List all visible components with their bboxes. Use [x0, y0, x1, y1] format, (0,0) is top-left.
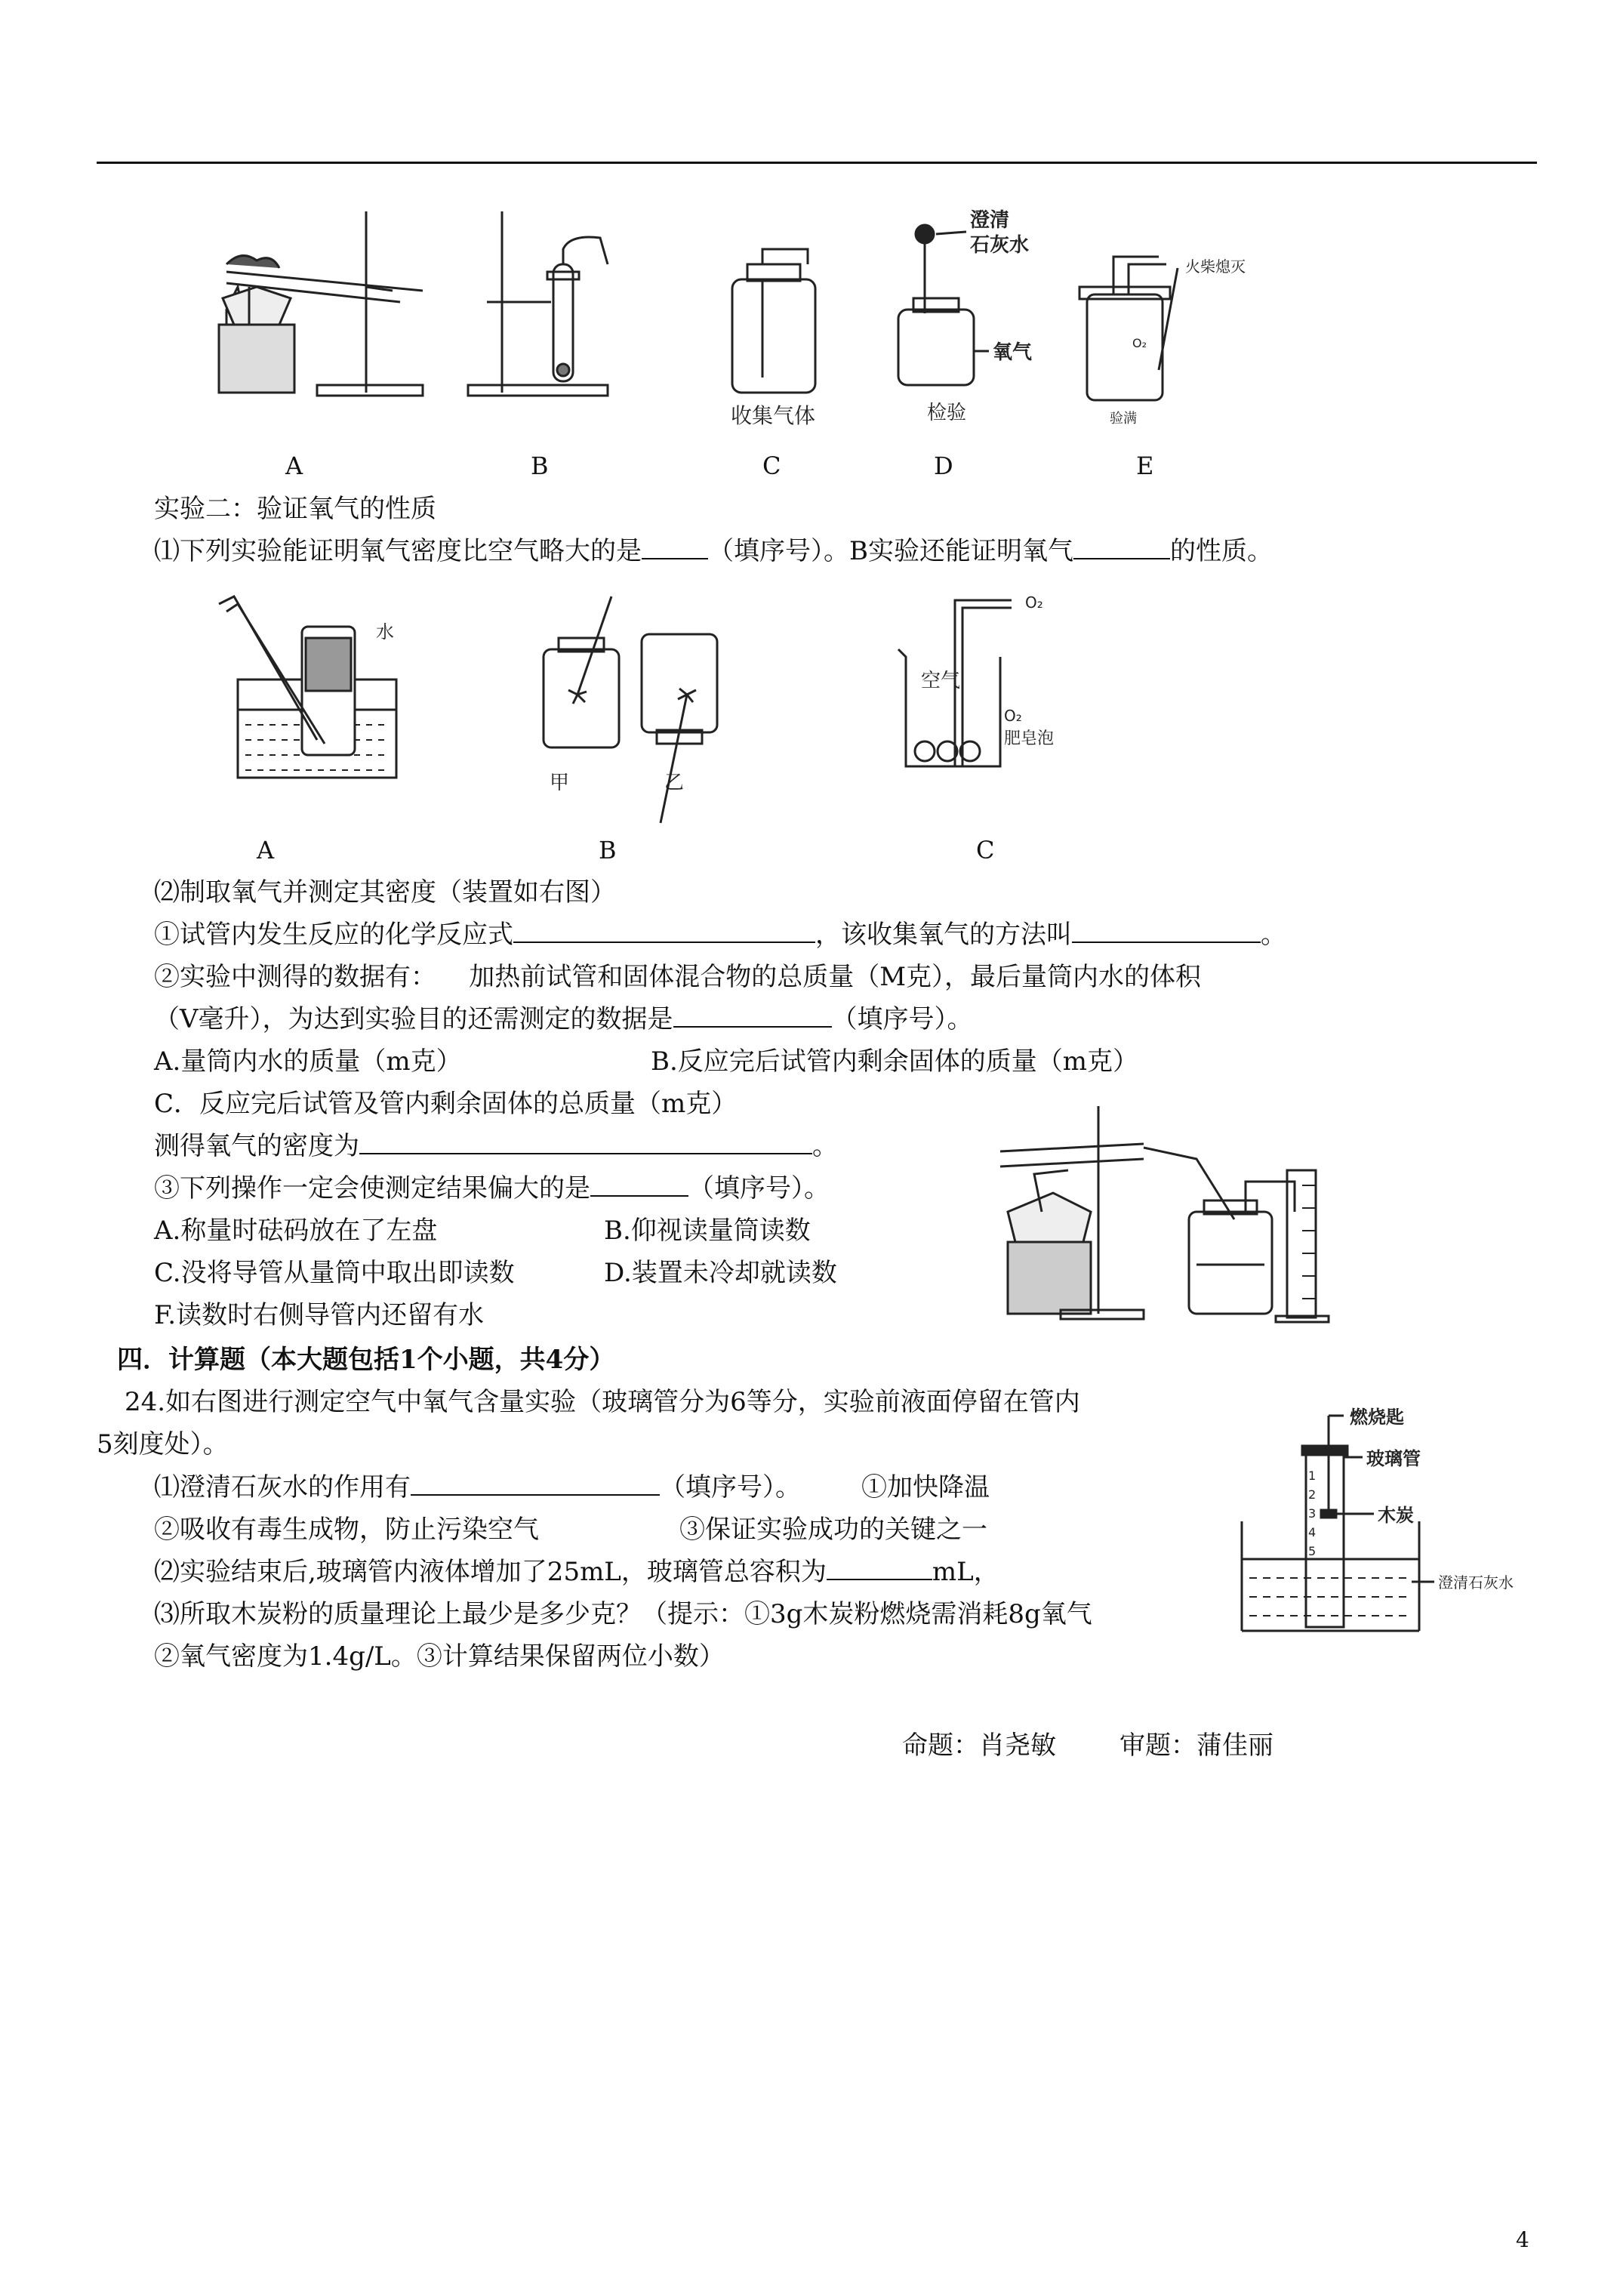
q2-1-line [154, 918, 1286, 951]
fig24-limewater: 澄清石灰水 [1438, 1573, 1514, 1592]
fig24-scale-4: 4 [1308, 1525, 1317, 1539]
q2-title: ⑵制取氧气并测定其密度（装置如右图） [154, 877, 616, 908]
fig1-label-a: A [285, 451, 303, 480]
fig1-e-caption: 验满 [1110, 411, 1137, 427]
fig24-tube: 玻璃管 [1366, 1448, 1421, 1469]
fig1-label-e: E [1136, 451, 1154, 480]
fig1-d-top-2: 石灰水 [970, 234, 1030, 257]
q24-2-text-a: ⑵实验结束后,玻璃管内液体增加了25mL，玻璃管总容积为 [154, 1557, 827, 1587]
q24-1-d: ②吸收有毒生成物，防止污染空气 [154, 1515, 539, 1545]
header-rule [97, 162, 1537, 164]
apparatus-a [204, 204, 445, 408]
apparatus-d [883, 200, 1079, 434]
fig1-e-label: 火柴熄灭 [1185, 257, 1246, 276]
density-line [154, 1130, 838, 1163]
fig2-c-o2-mid: O₂ [1004, 707, 1022, 725]
experiment-b [528, 581, 747, 831]
q2-2-text-b: （V毫升），为达到实验目的还需测定的数据是 [154, 1004, 673, 1034]
op-f: F.读数时右侧导管内还留有水 [154, 1300, 485, 1330]
q24-2-line [154, 1555, 999, 1589]
fig2-label-c: C [976, 836, 995, 864]
op-c: C.没将导管从量筒中取出即读数 [154, 1258, 515, 1288]
footer-review: 审题：蒲佳丽 [1119, 1730, 1273, 1761]
q2-1-text-a: ①试管内发生反应的化学反应式 [154, 920, 513, 950]
q24-3-line-b: ②氧气密度为1.4g/L。③计算结果保留两位小数） [154, 1641, 725, 1672]
q24-1-text-c: ①加快降温 [861, 1472, 990, 1502]
q2-1-blank-1[interactable] [513, 919, 815, 943]
fig1-e-small: O₂ [1132, 336, 1147, 350]
fig24-scale-1: 1 [1308, 1469, 1317, 1483]
q2-2-text-c: （填序号）。 [831, 1004, 973, 1034]
q2-2-blank[interactable] [673, 1003, 832, 1028]
op-a: A.称量时砝码放在了左盘 [154, 1216, 438, 1246]
oxygen-content-apparatus [1230, 1401, 1585, 1650]
fig2-b-jia: 甲 [550, 772, 570, 794]
fig2-a-water: 水 [376, 621, 394, 643]
footer-author: 命题：肖尧敏 [902, 1730, 1056, 1761]
fig2-label-b: B [599, 836, 617, 864]
q1-text-c: 的性质。 [1169, 536, 1273, 566]
fig1-d-gas: 氧气 [993, 341, 1033, 364]
experiment-c [891, 581, 1087, 778]
fig24-carbon: 木炭 [1378, 1505, 1414, 1526]
q2-1-blank-2[interactable] [1072, 919, 1261, 943]
apparatus-b [457, 204, 623, 408]
q24-1-text-a: ⑴澄清石灰水的作用有 [154, 1472, 411, 1502]
q2-3-blank[interactable] [590, 1173, 688, 1197]
q24-3-line-a: ⑶所取木炭粉的质量理论上最少是多少克？（提示：①3g木炭粉燃烧需消耗8g氧气 [154, 1599, 1092, 1629]
q2-2-line-a: ②实验中测得的数据有： 加热前试管和固体混合物的总质量（M克），最后量筒内水的体积 [154, 962, 1202, 992]
q2-3-line [154, 1172, 830, 1205]
q24-1-line [154, 1471, 990, 1504]
q2-1-text-b: ，该收集氧气的方法叫 [815, 920, 1072, 950]
q24-2-text-b: mL， [932, 1557, 999, 1587]
fig2-c-o2-top: O₂ [1025, 593, 1043, 612]
fig24-spoon: 燃烧匙 [1350, 1407, 1404, 1428]
q1-blank-2[interactable] [1073, 535, 1170, 559]
apparatus-e [1053, 242, 1246, 430]
op-d: D.装置未冷却就读数 [604, 1258, 837, 1288]
fig2-c-bubble: 肥皂泡 [1004, 729, 1055, 748]
fig2-b-yi: 乙 [664, 772, 685, 794]
option-a: A.量筒内水的质量（m克） [154, 1046, 462, 1077]
fig1-label-d: D [934, 451, 953, 480]
fig2-label-a: A [257, 836, 275, 864]
q24-line-a: 24.如右图进行测定空气中氧气含量实验（玻璃管分为6等分，实验前液面停留在管内 [125, 1387, 1080, 1417]
q24-line-b: 5刻度处）。 [97, 1429, 229, 1459]
fig24-scale-2: 2 [1308, 1487, 1317, 1502]
q1-text-a: ⑴下列实验能证明氧气密度比空气略大的是 [154, 536, 642, 566]
density-text-b: 。 [812, 1131, 838, 1161]
fig1-label-b: B [531, 451, 549, 480]
option-c: C．反应完后试管及管内剩余固体的总质量（m克） [154, 1089, 738, 1119]
apparatus-c [717, 234, 838, 430]
q24-2-blank[interactable] [827, 1556, 932, 1580]
fig24-scale-5: 5 [1308, 1544, 1317, 1558]
q2-2-line-b [154, 1003, 973, 1036]
q1-line [154, 535, 1273, 568]
density-text-a: 测得氧气的密度为 [154, 1131, 359, 1161]
exp2-title: 实验二：验证氧气的性质 [154, 494, 436, 524]
fig24-scale-3: 3 [1308, 1506, 1317, 1521]
op-b: B.仰视读量筒读数 [604, 1216, 811, 1246]
fig1-c-caption: 收集气体 [731, 403, 816, 428]
fig1-label-c: C [762, 451, 781, 480]
fig1-d-top-1: 澄清 [970, 209, 1010, 232]
q24-1-text-b: （填序号）。 [660, 1472, 801, 1502]
q2-3-text-b: （填序号）。 [688, 1173, 830, 1203]
q2-1-text-c: 。 [1261, 920, 1286, 950]
density-blank[interactable] [359, 1130, 812, 1154]
option-b: B.反应完后试管内剩余固体的质量（m克） [651, 1046, 1139, 1077]
experiment-a [204, 581, 415, 800]
q24-1-blank[interactable] [411, 1472, 660, 1496]
fig2-c-air: 空气 [921, 670, 961, 692]
density-apparatus [985, 1099, 1393, 1325]
q1-text-b: （填序号）。B实验还能证明氧气 [708, 536, 1073, 566]
q24-1-e: ③保证实验成功的关键之一 [679, 1515, 987, 1545]
page-number: 4 [1516, 2227, 1529, 2252]
q2-3-text-a: ③下列操作一定会使测定结果偏大的是 [154, 1173, 590, 1203]
q1-blank-1[interactable] [642, 535, 708, 559]
fig1-d-caption: 检验 [927, 402, 967, 424]
section-4-title: 四．计算题（本大题包括1个小题，共4分） [117, 1345, 615, 1375]
